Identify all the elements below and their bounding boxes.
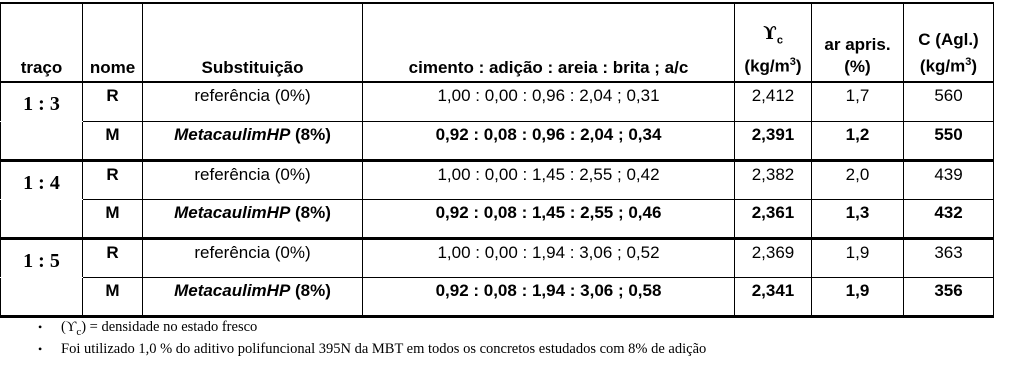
cell-proporcao: 0,92 : 0,08 : 1,45 : 2,55 ; 0,46 (363, 199, 735, 238)
cell-air: 1,3 (812, 199, 904, 238)
cell-density: 2,391 (735, 121, 812, 160)
header-traco: traço (1, 3, 83, 82)
cell-substituicao: referência (0%) (143, 82, 363, 121)
density-unit: $(kg/m^3)$ (744, 56, 802, 76)
table-row (1, 199, 994, 238)
cell-traco (1, 121, 83, 160)
table-row (1, 82, 994, 121)
cell-binder: 550 (904, 121, 994, 160)
table-header-row (1, 3, 994, 82)
cell-traco (1, 277, 83, 316)
cell-density: 2,361 (735, 199, 812, 238)
cell-air: 1,2 (812, 121, 904, 160)
cell-nome: M (83, 199, 143, 238)
cell-proporcao: 0,92 : 0,08 : 1,94 : 3,06 ; 0,58 (363, 277, 735, 316)
header-air: ar apris. (%) (812, 3, 904, 82)
header-density (735, 3, 812, 82)
cell-nome: M (83, 121, 143, 160)
table-row (1, 160, 994, 199)
cell-nome: R (83, 238, 143, 277)
cell-traco: 1 : 4 (1, 160, 83, 199)
density-symbol: $ϒ_c$ (763, 22, 783, 47)
cell-air: 1,9 (812, 277, 904, 316)
cell-nome: M (83, 277, 143, 316)
cell-nome: R (83, 82, 143, 121)
header-nome: nome (83, 3, 143, 82)
cell-proporcao: 1,00 : 0,00 : 0,96 : 2,04 ; 0,31 (363, 82, 735, 121)
cell-density: 2,369 (735, 238, 812, 277)
cell-traco (1, 199, 83, 238)
header-binder: C (Agl.) $(kg/m^3)$ (904, 3, 994, 82)
cell-substituicao: MetacaulimHP (8%) (143, 121, 363, 160)
binder-unit: $(kg/m^3)$ (919, 56, 978, 76)
cell-traco: 1 : 5 (1, 238, 83, 277)
header-substituicao: Substituição (143, 3, 363, 82)
cell-substituicao: MetacaulimHP (8%) (143, 277, 363, 316)
cell-traco: 1 : 3 (1, 82, 83, 121)
bullet-icon: • (38, 342, 43, 356)
table-row (1, 121, 994, 160)
table-row (1, 277, 994, 316)
note-text: Foi utilizado 1,0 % do aditivo polifuncional 395N da MBT em todos os concretos estudados com 8% de adição (61, 341, 707, 357)
cell-air: 2,0 (812, 160, 904, 199)
cell-binder: 363 (904, 238, 994, 277)
header-proporcao: cimento : adição : areia : brita ; a/c (363, 3, 735, 82)
cell-binder: 560 (904, 82, 994, 121)
cell-substituicao: MetacaulimHP (8%) (143, 199, 363, 238)
cell-binder: 439 (904, 160, 994, 199)
cell-binder: 356 (904, 277, 994, 316)
cell-proporcao: 1,00 : 0,00 : 1,45 : 2,55 ; 0,42 (363, 160, 735, 199)
cell-substituicao: referência (0%) (143, 160, 363, 199)
cell-proporcao: 0,92 : 0,08 : 0,96 : 2,04 ; 0,34 (363, 121, 735, 160)
note-text: $(ϒ_c)$ = densidade no estado fresco (61, 319, 258, 338)
bullet-icon: • (38, 320, 43, 334)
cell-density: 2,382 (735, 160, 812, 199)
cell-density: 2,341 (735, 277, 812, 316)
cell-nome: R (83, 160, 143, 199)
cell-air: 1,7 (812, 82, 904, 121)
mix-proportions-table (0, 2, 994, 318)
cell-binder: 432 (904, 199, 994, 238)
cell-substituicao: referência (0%) (143, 238, 363, 277)
cell-density: 2,412 (735, 82, 812, 121)
cell-air: 1,9 (812, 238, 904, 277)
cell-proporcao: 1,00 : 0,00 : 1,94 : 3,06 ; 0,52 (363, 238, 735, 277)
table-row (1, 238, 994, 277)
